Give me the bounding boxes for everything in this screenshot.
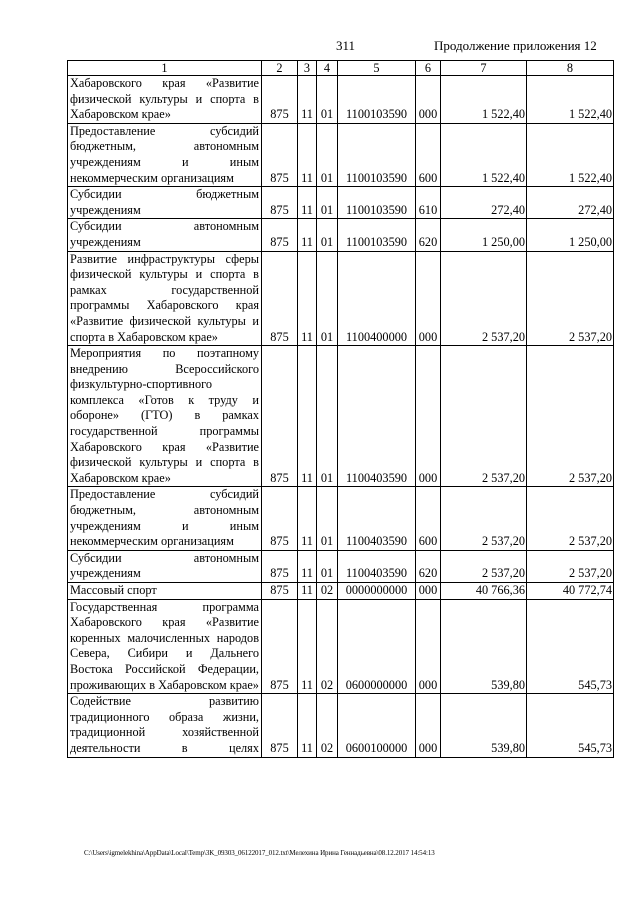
amount-year-2: 2 537,20 (527, 251, 614, 346)
subsection-code: 02 (317, 599, 338, 694)
amount-year-2: 1 522,40 (527, 123, 614, 186)
page-number: 311 (336, 38, 356, 53)
row-description: Предоставление субсидий бюджетным, автономным учреждениям и иным некоммерческим организациям (68, 487, 262, 550)
target-article-code: 1100403590 (338, 487, 416, 550)
table-row (68, 187, 614, 219)
expense-type-code: 600 (416, 487, 441, 550)
amount-year-1: 539,80 (441, 694, 527, 757)
column-header: 4 (317, 61, 338, 76)
expense-type-code: 000 (416, 76, 441, 124)
section-code: 11 (298, 550, 317, 582)
subsection-code: 02 (317, 583, 338, 600)
table-row (68, 346, 614, 487)
ministry-code: 875 (262, 219, 298, 251)
subsection-code: 01 (317, 251, 338, 346)
expense-type-code: 000 (416, 583, 441, 600)
target-article-code: 0000000000 (338, 583, 416, 600)
amount-year-2: 1 250,00 (527, 219, 614, 251)
table-row (68, 694, 614, 757)
column-header: 3 (298, 61, 317, 76)
subsection-code: 01 (317, 76, 338, 124)
table-row (68, 583, 614, 600)
target-article-code: 0600000000 (338, 599, 416, 694)
expense-type-code: 610 (416, 187, 441, 219)
ministry-code: 875 (262, 187, 298, 219)
ministry-code: 875 (262, 76, 298, 124)
amount-year-2: 40 772,74 (527, 583, 614, 600)
subsection-code: 01 (317, 346, 338, 487)
amount-year-1: 1 522,40 (441, 123, 527, 186)
section-code: 11 (298, 487, 317, 550)
ministry-code: 875 (262, 550, 298, 582)
subsection-code: 01 (317, 487, 338, 550)
amount-year-1: 1 250,00 (441, 219, 527, 251)
table-header-row (68, 61, 614, 76)
ministry-code: 875 (262, 599, 298, 694)
column-header: 2 (262, 61, 298, 76)
row-description: Субсидии автономным учреждениям (68, 219, 262, 251)
expense-type-code: 000 (416, 599, 441, 694)
section-code: 11 (298, 187, 317, 219)
ministry-code: 875 (262, 583, 298, 600)
ministry-code: 875 (262, 346, 298, 487)
file-path-footer: C:\Users\igmelekhina\AppData\Local\Temp\3K_09303_06122017_012.txt\Мелехина Ирина Геннадьевна\08.12.2017 14:54:13 (84, 849, 435, 857)
expense-type-code: 000 (416, 251, 441, 346)
amount-year-2: 2 537,20 (527, 550, 614, 582)
target-article-code: 1100400000 (338, 251, 416, 346)
expense-type-code: 000 (416, 346, 441, 487)
section-code: 11 (298, 219, 317, 251)
amount-year-2: 545,73 (527, 694, 614, 757)
row-description: Субсидии бюджетным учреждениям (68, 187, 262, 219)
subsection-code: 01 (317, 187, 338, 219)
table-row (68, 251, 614, 346)
section-code: 11 (298, 251, 317, 346)
target-article-code: 1100103590 (338, 187, 416, 219)
amount-year-1: 1 522,40 (441, 76, 527, 124)
amount-year-1: 40 766,36 (441, 583, 527, 600)
expense-type-code: 000 (416, 694, 441, 757)
target-article-code: 1100403590 (338, 550, 416, 582)
amount-year-1: 272,40 (441, 187, 527, 219)
ministry-code: 875 (262, 694, 298, 757)
subsection-code: 01 (317, 123, 338, 186)
target-article-code: 0600100000 (338, 694, 416, 757)
column-header: 8 (527, 61, 614, 76)
amount-year-1: 539,80 (441, 599, 527, 694)
target-article-code: 1100103590 (338, 76, 416, 124)
row-description: Массовый спорт (68, 583, 262, 600)
section-code: 11 (298, 346, 317, 487)
amount-year-2: 2 537,20 (527, 346, 614, 487)
section-code: 11 (298, 599, 317, 694)
amount-year-1: 2 537,20 (441, 251, 527, 346)
expense-type-code: 620 (416, 219, 441, 251)
amount-year-2: 545,73 (527, 599, 614, 694)
table-row (68, 550, 614, 582)
row-description: Субсидии автономным учреждениям (68, 550, 262, 582)
section-code: 11 (298, 583, 317, 600)
table-row (68, 123, 614, 186)
section-code: 11 (298, 694, 317, 757)
subsection-code: 01 (317, 550, 338, 582)
amount-year-1: 2 537,20 (441, 550, 527, 582)
row-description: Мероприятия по поэтапному внедрению Всероссийского физкультурно-спортивного комплекса «Готов к труду и обороне» (ГТО) в рамках государственной программы Хабаровского края «Развитие физической культуры и спорта в Хабаровском крае» (68, 346, 262, 487)
column-header: 5 (338, 61, 416, 76)
row-description: Предоставление субсидий бюджетным, автономным учреждениям и иным некоммерческим организациям (68, 123, 262, 186)
expense-type-code: 620 (416, 550, 441, 582)
row-description: Государственная программа Хабаровского края «Развитие коренных малочисленных народов Севера, Сибири и Дальнего Востока Российской Федерации, проживающих в Хабаровском крае» (68, 599, 262, 694)
ministry-code: 875 (262, 251, 298, 346)
section-code: 11 (298, 76, 317, 124)
amount-year-2: 1 522,40 (527, 76, 614, 124)
table-row (68, 76, 614, 124)
column-header: 6 (416, 61, 441, 76)
table-row (68, 219, 614, 251)
column-header: 7 (441, 61, 527, 76)
amount-year-1: 2 537,20 (441, 346, 527, 487)
subsection-code: 01 (317, 219, 338, 251)
target-article-code: 1100103590 (338, 219, 416, 251)
expense-type-code: 600 (416, 123, 441, 186)
subsection-code: 02 (317, 694, 338, 757)
amount-year-1: 2 537,20 (441, 487, 527, 550)
row-description: Хабаровского края «Развитие физической культуры и спорта в Хабаровском крае» (68, 76, 262, 124)
row-description: Содействие развитию традиционного образа жизни, традиционной хозяйственной деятельности в целях (68, 694, 262, 757)
ministry-code: 875 (262, 123, 298, 186)
table-row (68, 487, 614, 550)
target-article-code: 1100103590 (338, 123, 416, 186)
table-row (68, 599, 614, 694)
amount-year-2: 2 537,20 (527, 487, 614, 550)
row-description: Развитие инфраструктуры сферы физической культуры и спорта в рамках государственной программы Хабаровского края «Развитие физической культуры и спорта в Хабаровском крае» (68, 251, 262, 346)
column-header: 1 (68, 61, 262, 76)
amount-year-2: 272,40 (527, 187, 614, 219)
appendix-continuation-label: Продолжение приложения 12 (434, 38, 597, 53)
section-code: 11 (298, 123, 317, 186)
target-article-code: 1100403590 (338, 346, 416, 487)
budget-table (67, 60, 614, 758)
ministry-code: 875 (262, 487, 298, 550)
